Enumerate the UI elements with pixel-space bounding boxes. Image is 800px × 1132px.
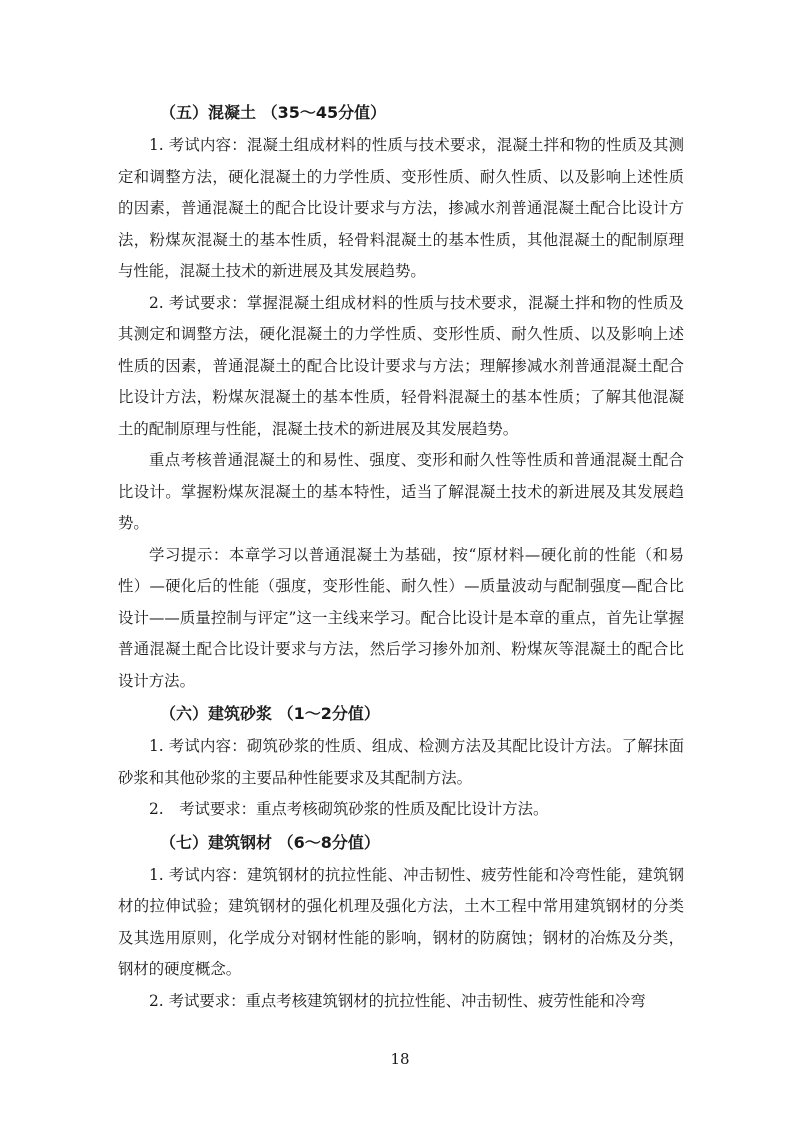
section-concrete (118, 96, 684, 697)
section-heading: （五）混凝土 （35～45分值） (160, 103, 387, 122)
section-heading: （六）建筑砂浆 （1～2分值） (160, 704, 380, 723)
paragraph: 1. 考试内容：砌筑砂浆的性质、组成、检测方法及其配比设计方法。了解抹面砂浆和其他砂浆的主要品种性能要求及其配制方法。 (118, 737, 684, 787)
paragraph: 2. 考试要求：重点考核砌筑砂浆的性质及配比设计方法。 (149, 800, 549, 818)
section-heading: （七）建筑钢材 （6～8分值） (160, 832, 380, 852)
section-mortar (118, 697, 684, 826)
paragraph: 1. 考试内容：建筑钢材的抗拉性能、冲击韧性、疲劳性能和冷弯性能，建筑钢材的拉伸试验；建筑钢材的强化机理及强化方法，土木工程中常用建筑钢材的分类及其选用原则，化学成分对钢材性能的影响，钢材的防腐蚀；钢材的冶炼及分类，钢材的硬度概念。 (118, 865, 684, 978)
paragraph: 2. 考试要求：重点考核建筑钢材的抗拉性能、冲击韧性、疲劳性能和冷弯 (149, 991, 646, 1010)
paragraph: 2. 考试要求：掌握混凝土组成材料的性质与技术要求，混凝土拌和物的性质及其测定和调整方法，硬化混凝土的力学性质、变形性质、耐久性质、以及影响上述性质的因素，普通混凝土的配合比设计要求与方法；理解掺减水剂普通混凝土配合比设计方法，粉煤灰混凝土的基本性质，轻骨料混凝土的基本性质；了解其他混凝土的配制原理与性能，混凝土技术的新进展及其发展趋势。 (118, 293, 684, 438)
paragraph: 1. 考试内容：混凝土组成材料的性质与技术要求，混凝土拌和物的性质及其测定和调整方法，硬化混凝土的力学性质、变形性质、耐久性质、以及影响上述性质的因素，普通混凝土的配合比设计要求与方法，掺减水剂普通混凝土配合比设计方法，粉煤灰混凝土的基本性质，轻骨料混凝土的基本性质，其他混凝土的配制原理与性能，混凝土技术的新进展及其发展趋势。 (118, 136, 684, 280)
paragraph: 学习提示：本章学习以普通混凝土为基础，按“原材料—硬化前的性能（和易性）—硬化后的性能（强度，变形性能、耐久性）—质量波动与配制强度—配合比设计——质量控制与评定”这一主线来学习。配合比设计是本章的重点，首先让掌握普通混凝土配合比设计要求与方法，然后学习掺外加剂、粉煤灰等混凝土的配合比设计方法。 (118, 545, 684, 690)
document-page (118, 96, 684, 1017)
page-number: 18 (390, 1050, 410, 1068)
paragraph: 重点考核普通混凝土的和易性、强度、变形和耐久性等性质和普通混凝土配合比设计。掌握粉煤灰混凝土的基本特性，适当了解混凝土技术的新进展及其发展趋势。 (118, 451, 684, 532)
section-steel (118, 826, 684, 1018)
